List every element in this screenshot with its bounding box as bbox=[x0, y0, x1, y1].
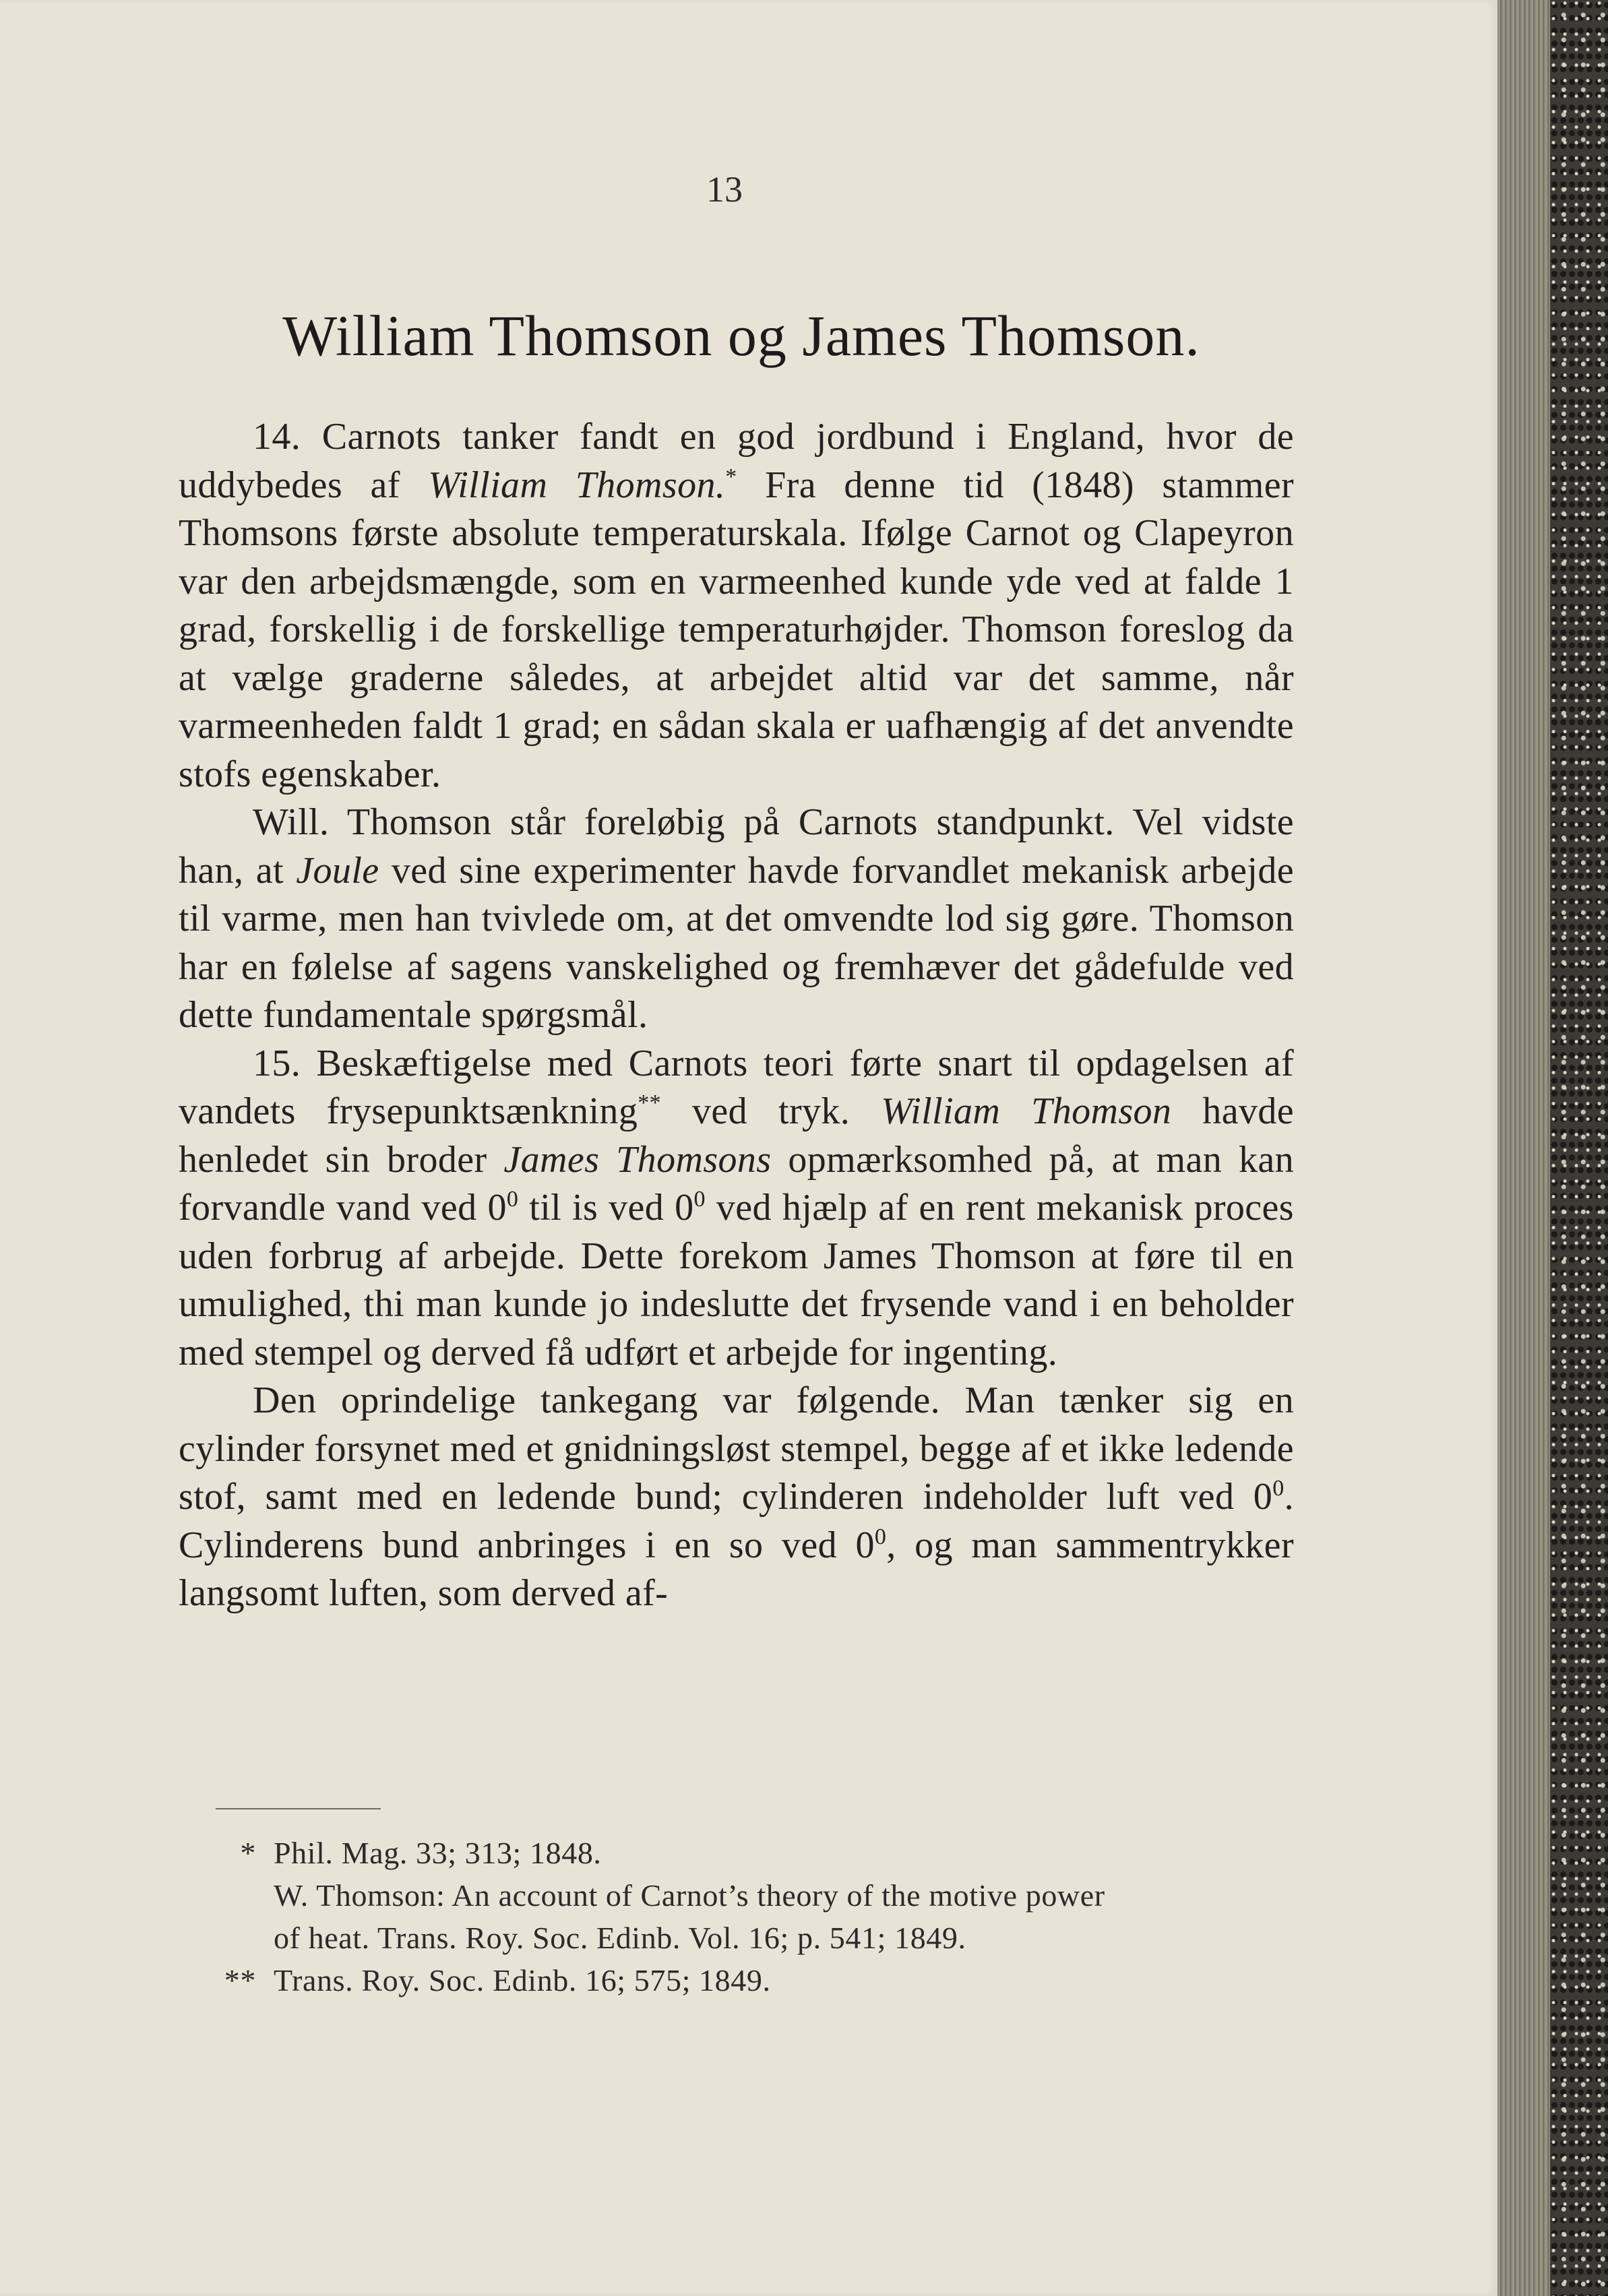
chapter-title: William Thomson og James Thomson. bbox=[282, 303, 1200, 368]
degree-mark: 0 bbox=[693, 1187, 706, 1212]
footnotes bbox=[202, 1832, 1307, 2002]
footnote-ref-2: ** bbox=[638, 1090, 662, 1115]
footnote-2-mark: ** bbox=[224, 1963, 256, 1997]
footnote-1-line-3: of heat. Trans. Roy. Soc. Edinb. Vol. 16; p. 541; 1849. bbox=[274, 1921, 966, 1955]
marbled-binding bbox=[1550, 0, 1608, 2296]
name-william-thomson: William Thomson. bbox=[428, 464, 726, 506]
degree-mark: 0 bbox=[506, 1187, 519, 1212]
page-number: 13 bbox=[706, 169, 743, 210]
footnote-1-mark: * bbox=[240, 1836, 256, 1870]
footnote-1-line-1: * Phil. Mag. 33; 313; 1848. bbox=[202, 1832, 1307, 1874]
footnote-ref-1: * bbox=[725, 464, 737, 489]
paragraph-15: 15. Beskæftigelse med Carnots teori førte snart til opdagelsen af vandets frysepunktsænkning** ved tryk. William Thomson havde henledet sin broder James Thomsons opmærksomhed på, at man kan forvandle vand ved $0^0$ til is ved $0^0$ ved hjælp af en rent mekanisk proces uden forbrug af arbejde. Dette forekom James Thomson at føre til en umulighed, thi man kunde jo indeslutte det frysende vand i en beholder med stempel og derved få udført et arbejde for ingenting. bbox=[179, 1042, 1295, 1373]
footnote-2: ** Trans. Roy. Soc. Edinb. 16; 575; 1849. bbox=[202, 1959, 1307, 2002]
paragraph-will-thomson: Will. Thomson står foreløbig på Carnots standpunkt. Vel vidste han, at Joule ved sine experimenter havde forvandlet mekanisk arbejde til varme, men han tvivlede om, at det omvendte lod sig gøre. Thomson har en følelse af sagens vanskelighed og fremhæver det gådefulde ved dette fundamentale spørgsmål. bbox=[179, 801, 1294, 1036]
page-edges bbox=[1497, 0, 1550, 2296]
name-james-thomsons: James Thomsons bbox=[503, 1138, 772, 1181]
body-text bbox=[179, 413, 1294, 1618]
paragraph-original-idea: Den oprindelige tankegang var følgende. Man tænker sig en cylinder forsynet med et gnidningsløst stempel, begge af et ikke ledende stof, samt med en ledende bund; cylinderen indeholder luft ved $0^0$. Cylinderens bund anbringes i en so ved $0^0$, og man sammentrykker langsomt luften, som derved af- bbox=[179, 1379, 1294, 1614]
footnote-1-line-2: W. Thomson: An account of Carnot’s theory of the motive power bbox=[274, 1878, 1105, 1913]
degree-mark: 0 bbox=[874, 1524, 887, 1549]
paragraph-14: 14. Carnots tanker fandt en god jordbund i England, hvor de uddybedes af William Thomson.* Fra denne tid (1848) stammer Thomsons første absolute temperaturskala. Ifølge Carnot og Clapeyron var den arbejdsmængde, som en varmeenhed kunde yde ved at falde 1 grad, forskellig i de forskellige temperaturhøjder. Thomson foreslog da at vælge graderne således, at arbejdet altid var det samme, når varmeenheden faldt 1 grad; en sådan skala er uafhængig af det anvendte stofs egenskaber. bbox=[179, 416, 1295, 795]
degree-mark: 0 bbox=[1272, 1476, 1285, 1501]
footnote-divider bbox=[216, 1808, 381, 1809]
name-william-thomson-2: William Thomson bbox=[881, 1090, 1172, 1132]
name-joule: Joule bbox=[296, 849, 379, 892]
